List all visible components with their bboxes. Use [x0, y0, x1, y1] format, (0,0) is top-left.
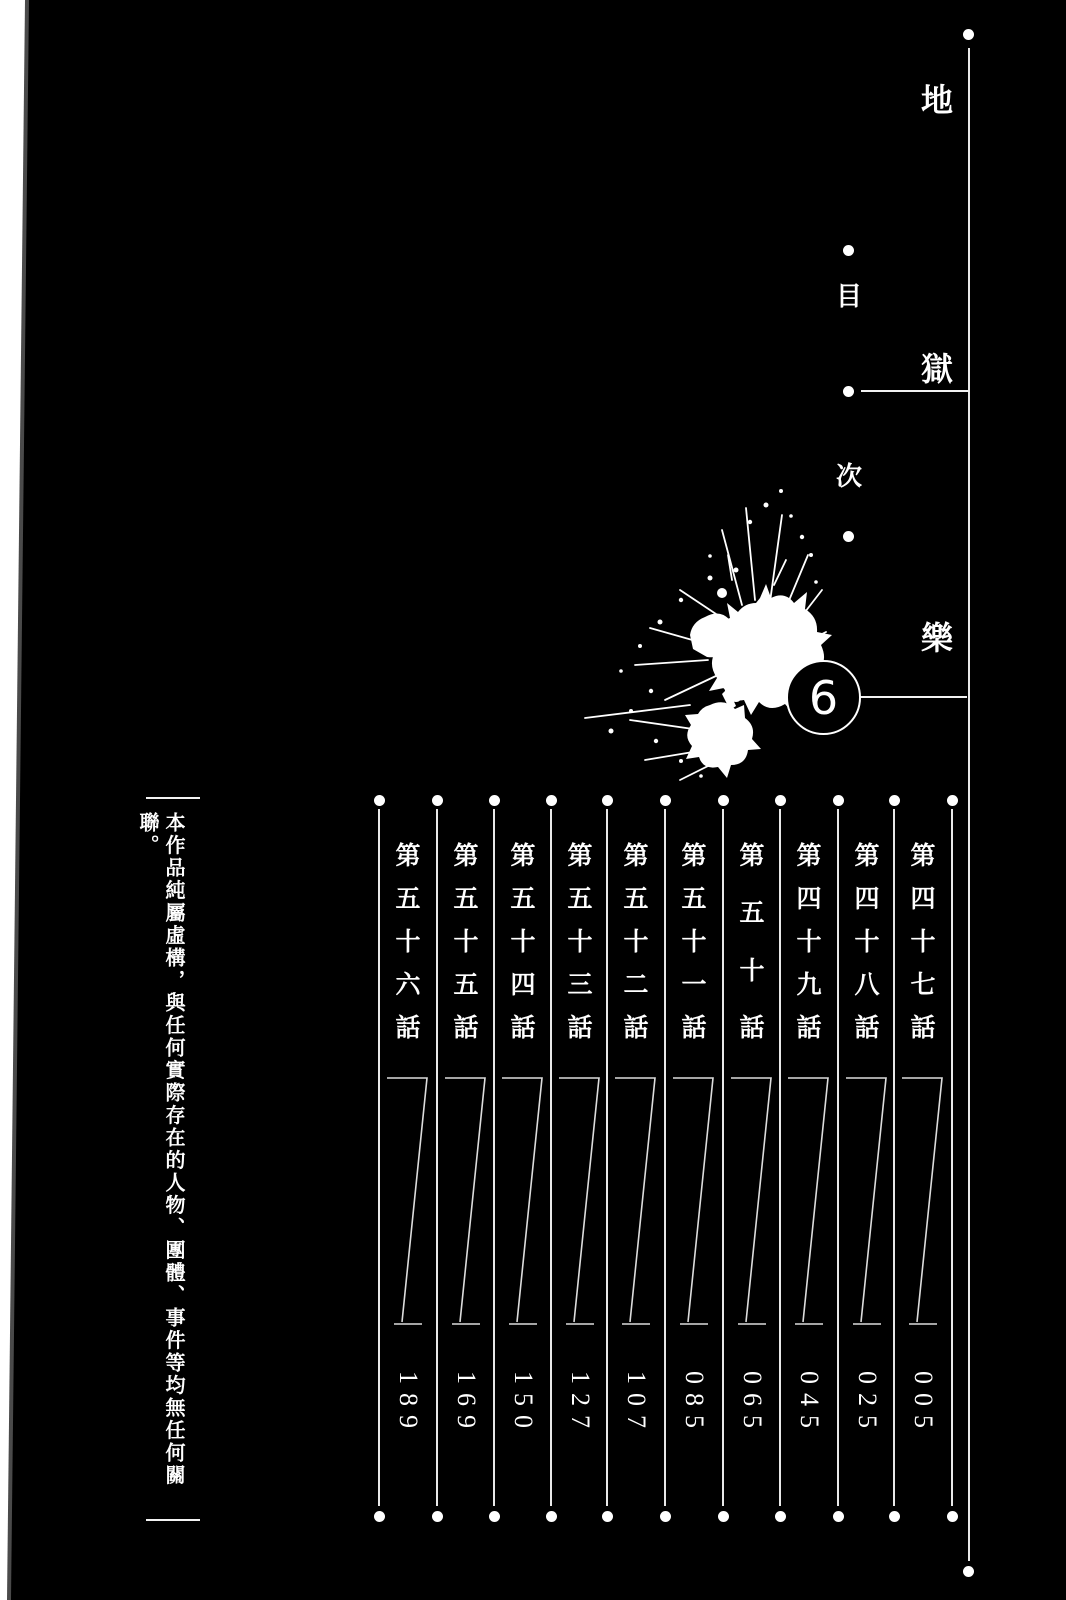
page-border-rule — [968, 48, 970, 1561]
chapter-title — [494, 844, 552, 1041]
char: 五 — [681, 886, 707, 913]
seven-ornament-icon — [665, 1073, 723, 1329]
toc-entry — [780, 795, 838, 1535]
seven-ornament-icon — [838, 1073, 896, 1329]
char: 十 — [854, 929, 880, 956]
char: 第 — [796, 843, 822, 870]
toc-entry — [607, 795, 665, 1535]
char: 五 — [739, 900, 765, 928]
toc-entry — [723, 795, 781, 1535]
char: 十 — [796, 929, 822, 956]
seven-ornament-icon — [607, 1073, 665, 1329]
page-number-wrap — [379, 1361, 437, 1447]
char: 第 — [395, 843, 421, 870]
seven-ornament-icon — [551, 1073, 609, 1329]
page-number-wrap — [780, 1361, 838, 1447]
title-underline — [861, 390, 969, 392]
char: 第 — [567, 843, 593, 870]
toc-entry — [494, 795, 552, 1535]
char: 十 — [510, 929, 536, 956]
page-number: 107 — [622, 1371, 651, 1437]
char: 十 — [567, 929, 593, 956]
border-dot-bottom — [963, 1566, 974, 1577]
disclaimer-rule-top — [146, 797, 200, 799]
toc-header-dot-1 — [843, 245, 854, 256]
seven-ornament-icon — [894, 1073, 952, 1329]
char: 話 — [910, 1015, 936, 1042]
char: 話 — [854, 1015, 880, 1042]
char: 第 — [681, 843, 707, 870]
char: 第 — [623, 843, 649, 870]
char: 話 — [796, 1015, 822, 1042]
char: 第 — [854, 843, 880, 870]
chapter-title — [665, 844, 723, 1041]
chapter-title — [894, 844, 952, 1041]
char: 第 — [739, 843, 765, 870]
char: 第 — [510, 843, 536, 870]
page-number: 065 — [738, 1371, 767, 1437]
char: 四 — [796, 886, 822, 913]
page-number-wrap — [723, 1361, 781, 1447]
column-dot-bottom — [947, 1511, 958, 1522]
page-number-wrap — [838, 1361, 896, 1447]
page-number-wrap — [894, 1361, 952, 1447]
char: 五 — [623, 886, 649, 913]
page-number-wrap — [437, 1361, 495, 1447]
page-number: 085 — [680, 1371, 709, 1437]
toc-header-char-bottom: 次 — [835, 462, 862, 491]
ink-splatter-icon — [560, 460, 840, 790]
char: 四 — [910, 886, 936, 913]
page-number: 169 — [452, 1371, 481, 1437]
toc-entry — [838, 795, 896, 1535]
column-dot-top — [947, 795, 958, 806]
toc-entry — [437, 795, 495, 1535]
disclaimer-rule-bottom — [146, 1519, 200, 1521]
page-number: 127 — [566, 1371, 595, 1437]
chapter-title — [437, 844, 495, 1041]
char: 第 — [453, 843, 479, 870]
column-rule — [951, 809, 953, 1506]
char: 話 — [739, 1014, 765, 1042]
volume-line — [860, 696, 967, 698]
char: 七 — [910, 972, 936, 999]
char: 五 — [567, 886, 593, 913]
toc-entry — [379, 795, 437, 1535]
char: 三 — [567, 972, 593, 999]
column-dot-top — [374, 795, 385, 806]
char: 話 — [567, 1015, 593, 1042]
page-number: 189 — [394, 1371, 423, 1437]
char: 話 — [681, 1015, 707, 1042]
page-number-wrap — [494, 1361, 552, 1447]
volume-badge — [786, 660, 861, 735]
chapter-title — [607, 844, 665, 1041]
page-number-wrap — [551, 1361, 609, 1447]
char: 四 — [510, 972, 536, 999]
toc-entry — [894, 795, 952, 1535]
seven-ornament-icon — [379, 1073, 437, 1329]
char: 話 — [510, 1015, 536, 1042]
toc-header-dot-2 — [843, 386, 854, 397]
char: 五 — [510, 886, 536, 913]
chapter-title — [551, 844, 609, 1041]
char: 樂 — [920, 620, 953, 656]
char: 獄 — [920, 351, 953, 387]
char: 四 — [854, 886, 880, 913]
chapter-title — [780, 844, 838, 1041]
char: 十 — [910, 929, 936, 956]
char: 一 — [681, 972, 707, 999]
page-number-wrap — [665, 1361, 723, 1447]
chapter-title — [379, 844, 437, 1041]
char: 十 — [395, 929, 421, 956]
page-edge — [0, 0, 34, 1600]
page-number: 045 — [795, 1371, 824, 1437]
char: 地 — [920, 82, 953, 118]
char: 六 — [395, 972, 421, 999]
seven-ornament-icon — [437, 1073, 495, 1329]
book-title — [917, 84, 957, 654]
toc-entry — [551, 795, 609, 1535]
disclaimer-text: 本作品純屬虛構，與任何實際存在的人物、團體、事件等均無任何關聯。 — [136, 812, 184, 1487]
char: 十 — [681, 929, 707, 956]
seven-ornament-icon — [723, 1073, 781, 1329]
char: 五 — [395, 886, 421, 913]
toc-entry — [665, 795, 723, 1535]
page-number: 150 — [509, 1371, 538, 1437]
toc-header-dot-3 — [843, 531, 854, 542]
page-number: 005 — [909, 1371, 938, 1437]
char: 話 — [453, 1015, 479, 1042]
char: 五 — [453, 972, 479, 999]
seven-ornament-icon — [494, 1073, 552, 1329]
toc-header-char-top: 目 — [835, 282, 862, 311]
volume-number: 6 — [808, 670, 839, 725]
char: 十 — [739, 957, 765, 985]
char: 二 — [623, 972, 649, 999]
seven-ornament-icon — [780, 1073, 838, 1329]
column-dot-bottom — [374, 1511, 385, 1522]
chapter-title — [723, 844, 781, 1041]
border-dot-top — [963, 29, 974, 40]
page-number: 025 — [853, 1371, 882, 1437]
char: 十 — [453, 929, 479, 956]
char: 話 — [395, 1015, 421, 1042]
char: 十 — [623, 929, 649, 956]
char: 九 — [796, 972, 822, 999]
char: 五 — [453, 886, 479, 913]
chapter-title — [838, 844, 896, 1041]
char: 八 — [854, 972, 880, 999]
char: 話 — [623, 1015, 649, 1042]
char: 第 — [910, 843, 936, 870]
page-number-wrap — [607, 1361, 665, 1447]
